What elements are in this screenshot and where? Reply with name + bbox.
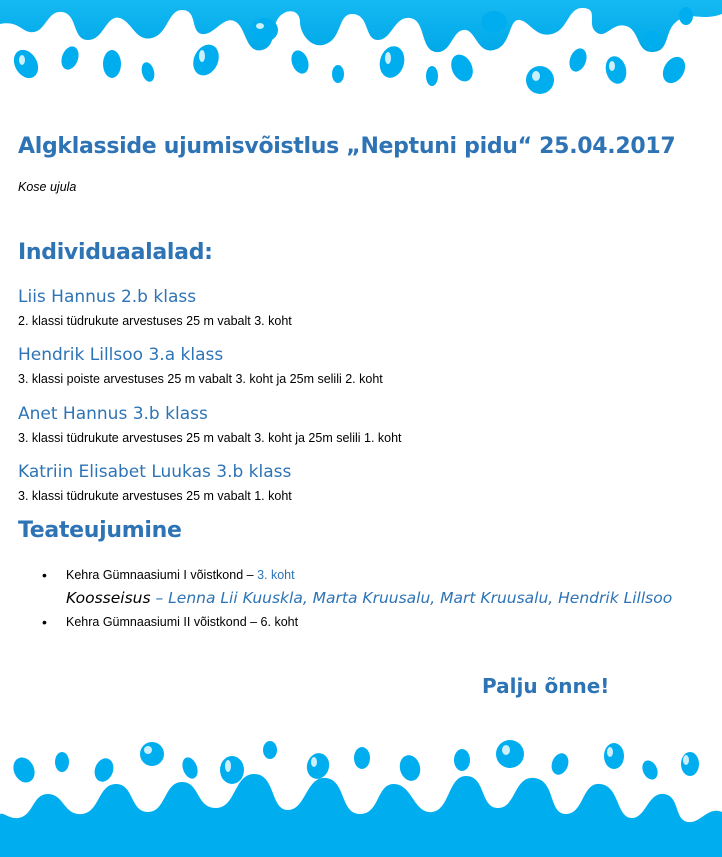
relay-team-item	[18, 566, 708, 609]
document-title: Algklasside ujumisvõistlus „Neptuni pidu“ 25.04.2017	[18, 134, 676, 159]
relay-heading: Teateujumine	[18, 518, 182, 543]
relay-team-place: 3. koht	[257, 568, 295, 582]
relay-teams-list	[18, 566, 708, 631]
members-label: Koosseisus	[66, 589, 151, 607]
participant-result: 2. klassi tüdrukute arvestuses 25 m vabalt 3. koht	[18, 314, 292, 328]
participant-result: 3. klassi tüdrukute arvestuses 25 m vabalt 3. koht ja 25m selili 1. koht	[18, 431, 402, 445]
individual-result-entry	[18, 461, 292, 504]
relay-team-item	[18, 613, 708, 631]
bullet-icon: •	[42, 567, 47, 583]
bullet-icon: •	[42, 614, 47, 630]
participant-name: Katriin Elisabet Luukas 3.b klass	[18, 462, 292, 482]
relay-team-name: Kehra Gümnaasiumi I võistkond –	[66, 568, 258, 582]
participant-result: 3. klassi poiste arvestuses 25 m vabalt 3. koht ja 25m selili 2. koht	[18, 372, 383, 386]
participant-name: Liis Hannus 2.b klass	[18, 287, 197, 307]
participant-name: Anet Hannus 3.b klass	[18, 404, 208, 424]
congratulations-text: Palju õnne!	[482, 674, 610, 698]
individual-result-entry	[18, 286, 292, 329]
individual-result-entry	[18, 403, 402, 446]
participant-name: Hendrik Lillsoo 3.a klass	[18, 345, 224, 365]
relay-team-name: Kehra Gümnaasiumi II võistkond –	[66, 615, 261, 629]
participant-result: 3. klassi tüdrukute arvestuses 25 m vabalt 1. koht	[18, 489, 292, 503]
water-splash-top-decoration	[0, 0, 722, 100]
individual-events-heading: Individuaalalad:	[18, 240, 213, 265]
relay-team-members	[66, 587, 708, 609]
venue-text: Kose ujula	[18, 180, 77, 194]
individual-result-entry	[18, 344, 383, 387]
water-splash-bottom-decoration	[0, 740, 722, 857]
members-names: – Lenna Lii Kuuskla, Marta Kruusalu, Mart Kruusalu, Hendrik Lillsoo	[150, 589, 673, 607]
relay-team-place: 6. koht	[260, 615, 299, 629]
